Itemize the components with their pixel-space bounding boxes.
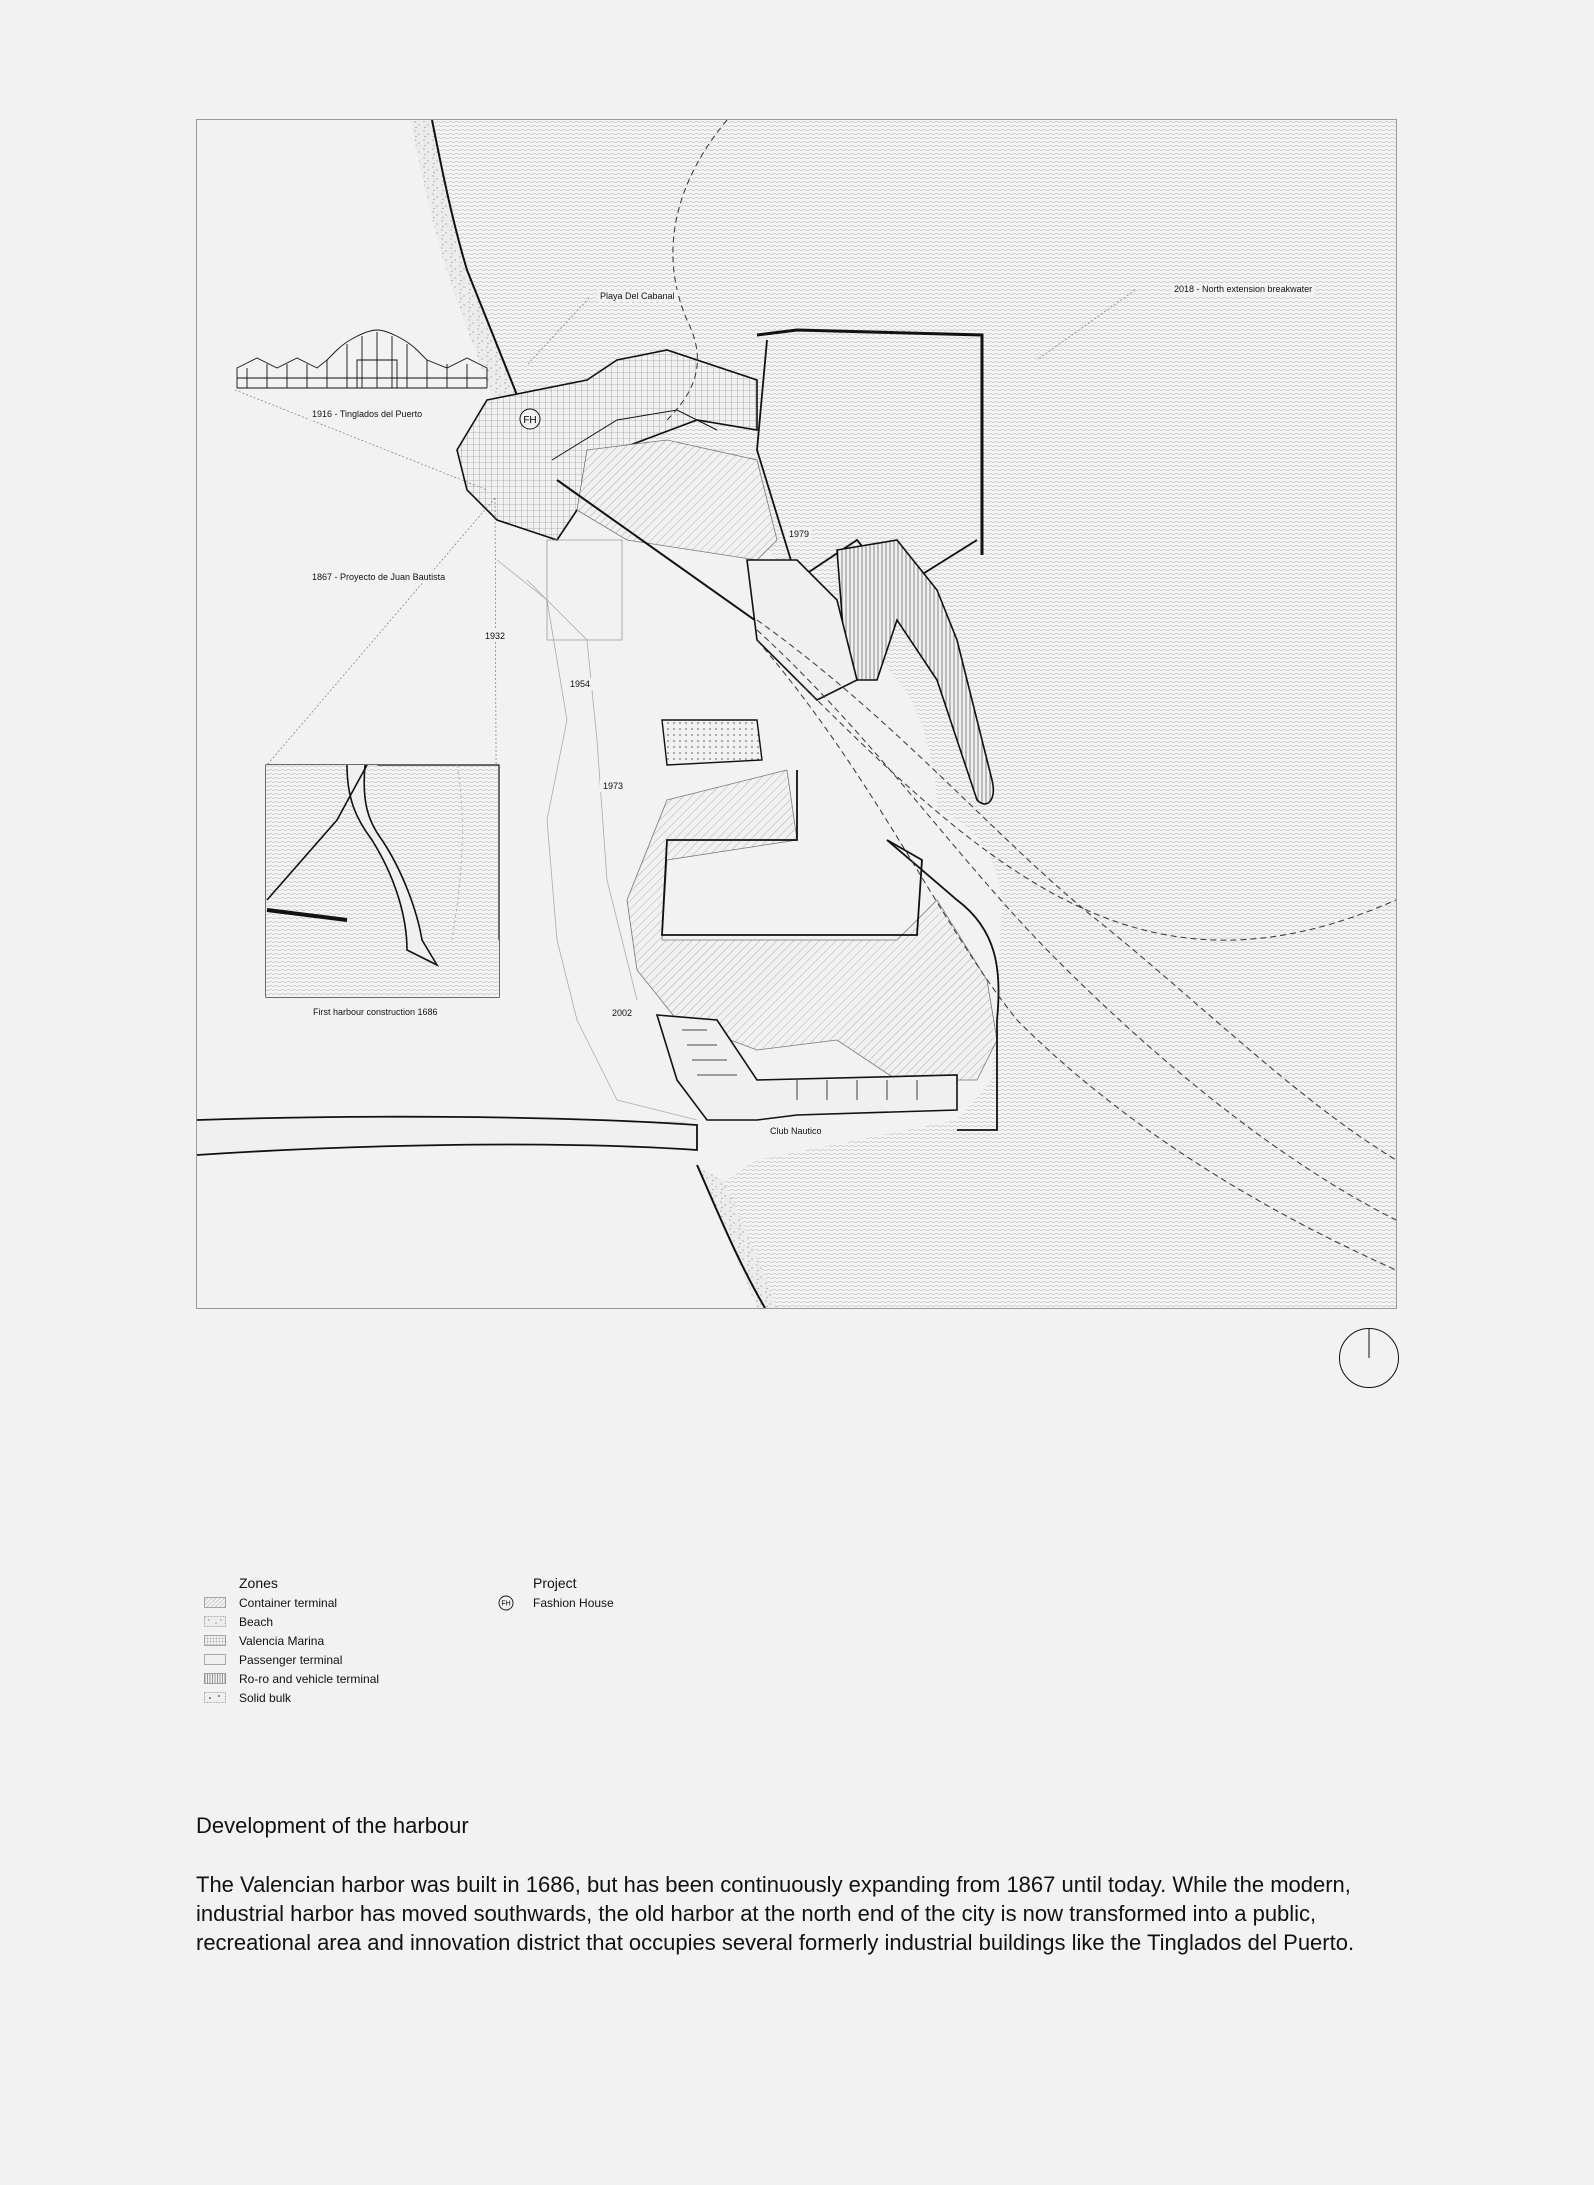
legend-item-valencia-marina (204, 1631, 379, 1650)
legend-item-label: Valencia Marina (239, 1633, 325, 1648)
fashion-house-symbol-icon (498, 1595, 520, 1611)
legend-item-ro-ro-terminal (204, 1669, 379, 1688)
label-2018-north-breakwater: 2018 - North extension breakwater (1171, 283, 1315, 295)
legend-item-label: Fashion House (533, 1595, 614, 1610)
fashion-house-marker (520, 409, 540, 429)
description-section (196, 1812, 1396, 1957)
legend-item-container-terminal (204, 1593, 379, 1612)
legend-item-solid-bulk (204, 1688, 379, 1707)
legend-zones-title: Zones (239, 1575, 278, 1591)
beach-dots-swatch-icon (204, 1616, 226, 1627)
legend-item-label: Beach (239, 1614, 274, 1629)
vertical-hatch-swatch-icon (204, 1673, 226, 1684)
label-year-1979: 1979 (786, 528, 812, 540)
label-first-harbour-1686: First harbour construction 1686 (310, 1006, 441, 1018)
label-year-1932: 1932 (482, 630, 508, 642)
description-body: The Valencian harbor was built in 1686, but has been continuously expanding from 1867 until today. While the modern, industrial harbor has moved southwards, the old harbor at the north end of the city is now transformed into a public, recreational area and innovation district that occupies several formerly industrial buildings like the Tinglados del Puerto. (196, 1872, 1355, 1955)
grid-swatch-icon (204, 1635, 226, 1646)
label-playa-del-cabanal: Playa Del Cabanal (597, 290, 678, 302)
first-harbour-inset (266, 765, 499, 997)
label-club-nautico: Club Nautico (767, 1125, 825, 1137)
legend-project-title: Project (533, 1575, 577, 1591)
tinglados-elevation-drawing (237, 330, 487, 388)
legend-item-label: Ro-ro and vehicle terminal (239, 1671, 380, 1686)
legend-item-beach (204, 1612, 379, 1631)
legend-item-label: Passenger terminal (239, 1652, 343, 1667)
label-year-1973: 1973 (600, 780, 626, 792)
legend-project (498, 1574, 614, 1612)
harbour-map (196, 119, 1397, 1309)
north-arrow-icon (1338, 1327, 1400, 1389)
legend-item-label: Solid bulk (239, 1690, 292, 1705)
label-1916-tinglados: 1916 - Tinglados del Puerto (309, 408, 425, 420)
plain-swatch-icon (204, 1654, 226, 1665)
label-year-2002: 2002 (609, 1007, 635, 1019)
label-1867-proyecto: 1867 - Proyecto de Juan Bautista (309, 571, 448, 583)
fashion-house-symbol-text: FH (501, 1600, 511, 1607)
dots-swatch-icon (204, 1692, 226, 1703)
label-year-1954: 1954 (567, 678, 593, 690)
legend-zones (204, 1574, 379, 1707)
description-title: Development of the harbour (196, 1813, 469, 1838)
legend-item-label: Container terminal (239, 1595, 338, 1610)
fashion-house-marker-text: FH (523, 415, 537, 426)
legend-item-fashion-house (498, 1593, 614, 1612)
legend-item-passenger-terminal (204, 1650, 379, 1669)
diagonal-hatch-swatch-icon (204, 1597, 226, 1608)
